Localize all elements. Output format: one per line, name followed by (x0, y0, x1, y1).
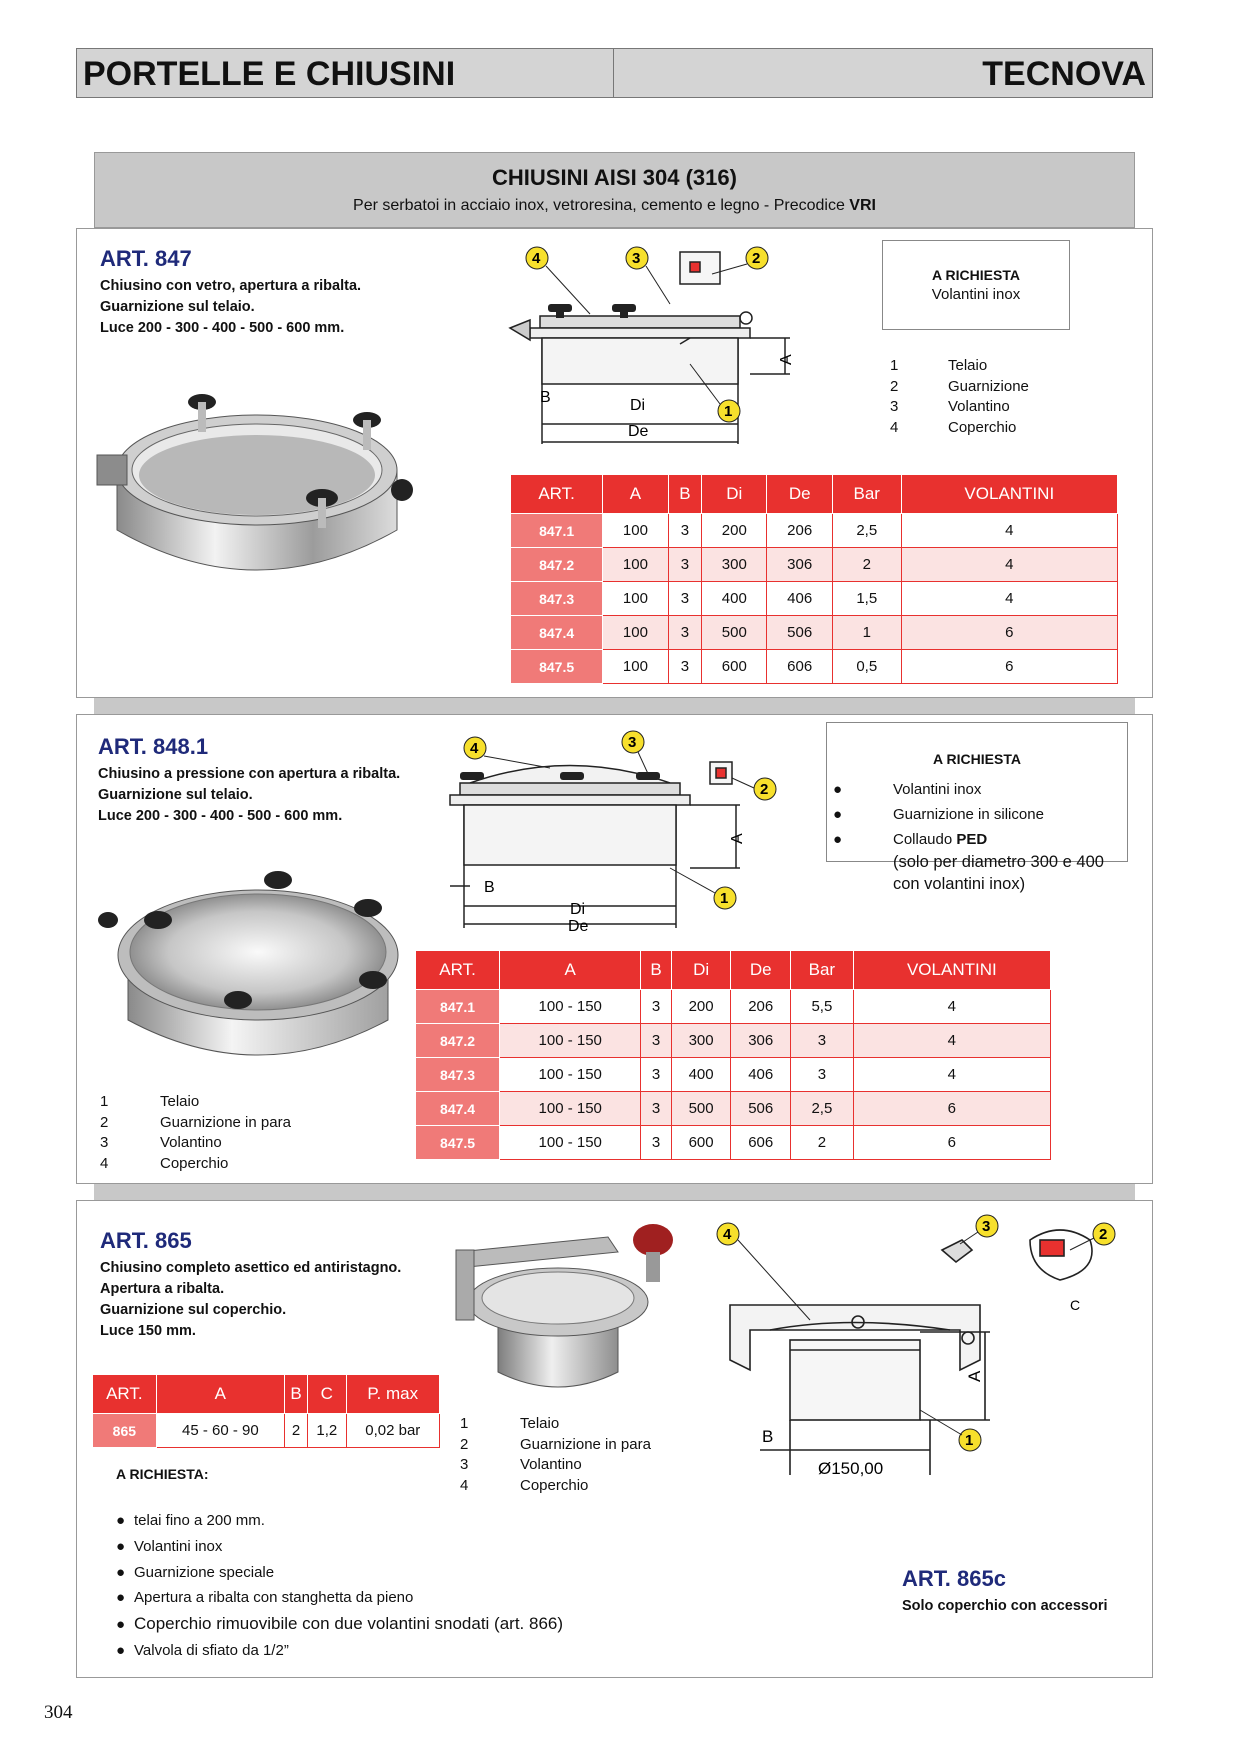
request-box-848: A RICHIESTA ● Volantini inox ● Guarnizione in silicone ● Collaudo PED (solo per diametro 300 e 400 con volantini inox) (826, 722, 1128, 862)
spec-table-865 (92, 1374, 440, 1448)
svg-text:Ø150,00: Ø150,00 (818, 1459, 884, 1478)
svg-text:1: 1 (720, 890, 729, 907)
svg-text:B: B (484, 879, 495, 896)
request-title-865: A RICHIESTA: (116, 1466, 209, 1482)
svg-text:3: 3 (982, 1218, 991, 1235)
request-list-865: ● telai fino a 200 mm. ● Volantini inox ● Guarnizione speciale ● Apertura a ribalta con stanghetta da pieno ● Coperchio rimuovibile con due volantini snodati (art. 866) ● Valvola di sfiato da 1/2” (116, 1512, 564, 1659)
diagram-847 (500, 244, 870, 454)
product-photo-847 (92, 380, 422, 600)
svg-text:De: De (628, 423, 649, 440)
table-row: 847.3 100 3 400 406 1,5 4 (511, 582, 1118, 616)
svg-text:B: B (762, 1427, 774, 1446)
table-row: 847.1 100 - 150 3 200 206 5,5 4 (416, 990, 1051, 1024)
svg-text:A: A (729, 833, 746, 844)
table-row: 847.2 100 3 300 306 2 4 (511, 548, 1118, 582)
table-row: 847.4 100 3 500 506 1 6 (511, 616, 1118, 650)
svg-text:1: 1 (724, 403, 733, 420)
section-title: CHIUSINI AISI 304 (316) (492, 165, 737, 190)
art-865c-description: Solo coperchio con accessori (902, 1598, 1108, 1614)
svg-text:4: 4 (532, 250, 541, 267)
svg-text:B: B (540, 389, 551, 406)
separator-strip (94, 698, 1135, 714)
art-847-title: ART. 847 (100, 246, 192, 271)
section-band (94, 152, 1135, 228)
art-848-title: ART. 848.1 (98, 734, 209, 759)
table-row: 847.4 100 - 150 3 500 506 2,5 6 (416, 1092, 1051, 1126)
table-row: 847.3 100 - 150 3 400 406 3 4 (416, 1058, 1051, 1092)
svg-text:2: 2 (760, 781, 769, 798)
separator-strip (94, 1184, 1135, 1200)
svg-text:Di: Di (630, 397, 646, 414)
spec-table-848 (415, 950, 1051, 1160)
table-header-row: ART. A B C P. max (93, 1375, 440, 1414)
art-848-description: Chiusino a pressione con apertura a ribalta. Guarnizione sul telaio. Luce 200 - 300 - 400 - 500 - 600 mm. (98, 766, 401, 824)
art-865-title: ART. 865 (100, 1228, 192, 1253)
legend-848: 1 Telaio 2 Guarnizione in para 3 Volantino 4 Coperchio (100, 1093, 291, 1172)
art-865-description: Chiusino completo asettico ed antiristagno. Apertura a ribalta. Guarnizione sul coperchio. Luce 150 mm. (100, 1260, 402, 1339)
svg-text:2: 2 (752, 250, 761, 267)
page-number: 304 (44, 1702, 73, 1723)
product-photo-865 (448, 1222, 688, 1398)
legend-865: 1 Telaio 2 Guarnizione in para 3 Volantino 4 Coperchio (460, 1415, 651, 1494)
svg-text:2: 2 (1099, 1226, 1108, 1243)
header-brand: TECNOVA (982, 55, 1146, 93)
svg-text:A: A (965, 1370, 984, 1382)
section-subtitle: Per serbatoi in acciaio inox, vetroresina, cemento e legno - Precodice VRI (353, 197, 876, 214)
svg-text:4: 4 (723, 1226, 732, 1243)
diagram-865 (710, 1210, 1140, 1480)
svg-text:1: 1 (965, 1432, 974, 1449)
page-header (76, 48, 1153, 98)
svg-text:De: De (568, 918, 589, 935)
svg-text:Di: Di (570, 901, 586, 918)
product-photo-848 (88, 860, 408, 1080)
table-row: 865 45 - 60 - 90 2 1,2 0,02 bar (93, 1414, 440, 1448)
table-row: 847.2 100 - 150 3 300 306 3 4 (416, 1024, 1051, 1058)
table-row: 847.5 100 3 600 606 0,5 6 (511, 650, 1118, 684)
art-847-description: Chiusino con vetro, apertura a ribalta. Guarnizione sul telaio. Luce 200 - 300 - 400 - 500 - 600 mm. (100, 278, 362, 336)
request-box-847: A RICHIESTA Volantini inox (882, 240, 1070, 330)
legend-847: 1 Telaio 2 Guarnizione 3 Volantino 4 Coperchio (890, 357, 1029, 436)
table-row: 847.5 100 - 150 3 600 606 2 6 (416, 1126, 1051, 1160)
art-865c-title: ART. 865c (902, 1566, 1006, 1591)
table-header-row: ART. A B Di De Bar VOLANTINI (511, 475, 1118, 514)
svg-text:4: 4 (470, 740, 479, 757)
diagram-848 (440, 728, 790, 938)
table-header-row: ART. A B Di De Bar VOLANTINI (416, 951, 1051, 990)
header-title: PORTELLE E CHIUSINI (83, 55, 456, 93)
svg-text:C: C (1070, 1297, 1081, 1313)
svg-text:A: A (778, 354, 795, 365)
svg-text:3: 3 (628, 734, 637, 751)
svg-text:3: 3 (632, 250, 641, 267)
spec-table-847 (510, 474, 1118, 684)
table-row: 847.1 100 3 200 206 2,5 4 (511, 514, 1118, 548)
